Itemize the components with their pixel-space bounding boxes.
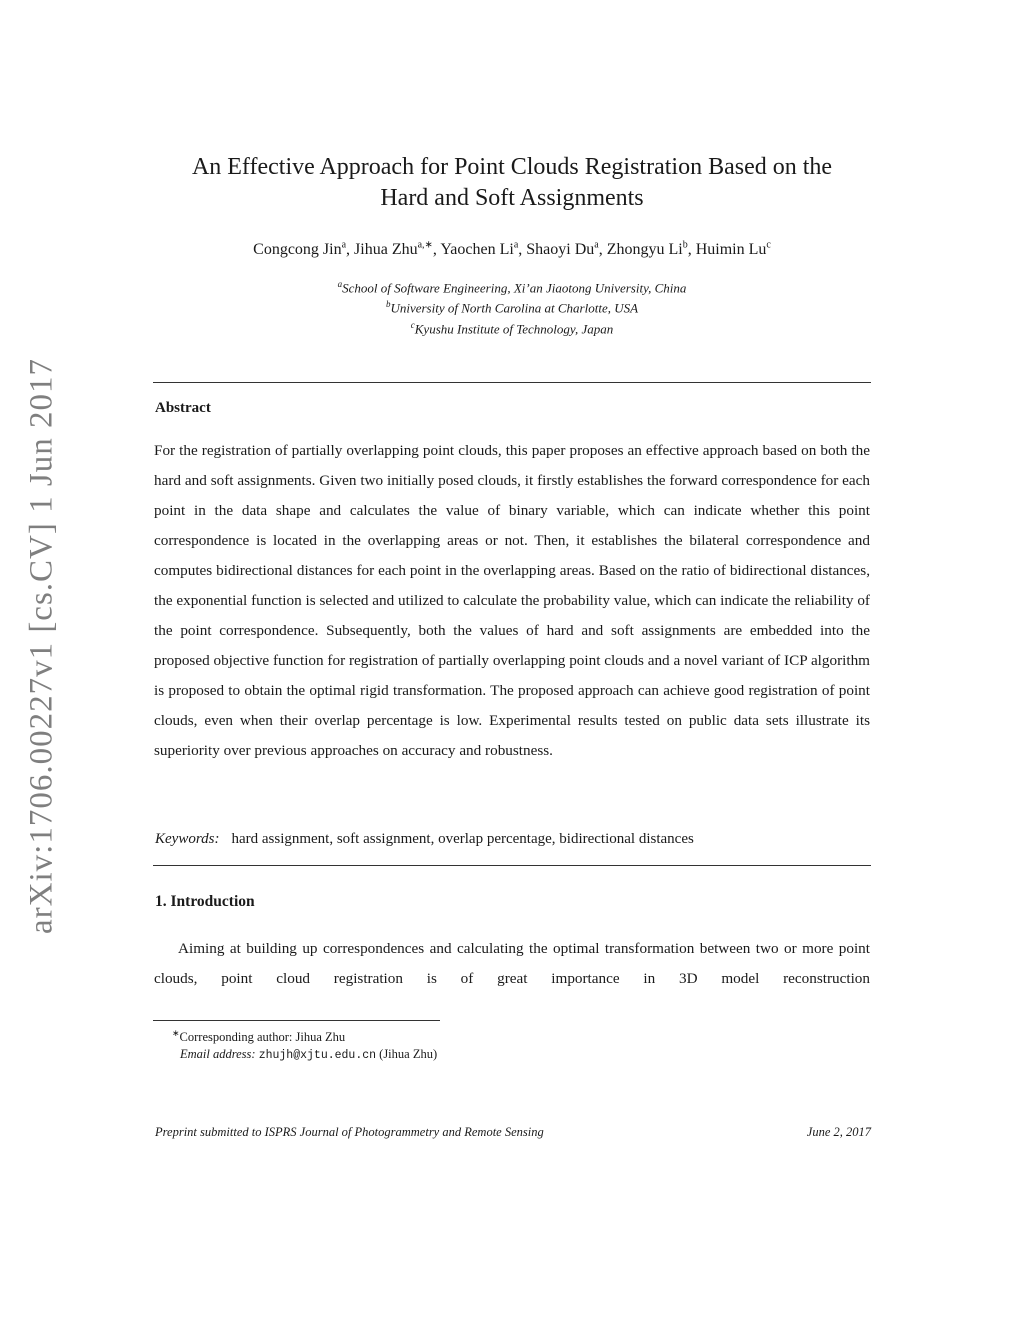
abstract-bottom-divider xyxy=(153,865,871,866)
affiliation: $^b$University of North Carolina at Charlotte, USA xyxy=(385,299,639,316)
author: Jihua Zhu$^{a,∗}$, xyxy=(354,240,441,259)
title-line-1: An Effective Approach for Point Clouds Registration Based on the xyxy=(191,154,833,180)
footer-preprint-note: Preprint submitted to ISPRS Journal of Photogrammetry and Remote Sensing xyxy=(155,1125,544,1139)
abstract-body: For the registration of partially overlapping point clouds, this paper proposes an effective approach based on both the hard and soft assignments. Given two initially posed clouds, it firstly establishes the forward correspondence for each point in the data shape and calculates the value of binary variable, which can indicate whether this point correspondence is located in the overlapping areas or not. Then, it establishes the bilateral correspondence and computes bidirectional distances for each point in the overlapping areas. Based on the ratio of bidirectional distances, the exponential function is selected and utilized to calculate the probability value, which can indicate the reliability of the point correspondence. Subsequently, both the values of hard and soft assignments are embedded into the proposed objective function for registration of partially overlapping point clouds and a novel variant of ICP algorithm is proposed to obtain the optimal rigid transformation. The proposed approach can achieve good registration of point clouds, even when their overlap percentage is low. Experimental results tested on public data sets illustrate its superiority over previous approaches on accuracy and robustness. xyxy=(154,442,870,759)
keywords-label: Keywords: xyxy=(155,831,220,847)
footnote-divider xyxy=(153,1020,440,1021)
arxiv-identifier-stamp: arXiv:1706.00227v1 [cs.CV] 1 Jun 2017 xyxy=(23,358,60,934)
affiliation: $^a$School of Software Engineering, Xi’an Jiaotong University, China xyxy=(337,279,687,296)
abstract-heading: Abstract xyxy=(155,400,211,416)
introduction-body: Aiming at building up correspondences and calculating the optimal transformation between two or more point clouds, point cloud registration is of great importance in 3D model reconstruction xyxy=(154,940,870,987)
author: Zhongyu Li$^b$, xyxy=(606,240,696,259)
section-heading-introduction: 1. Introduction xyxy=(155,893,255,910)
affiliation: $^c$Kyushu Institute of Technology, Japan xyxy=(410,319,614,336)
affiliation-list xyxy=(0,276,1024,337)
paper-title xyxy=(0,152,1024,214)
keywords xyxy=(155,831,871,848)
abstract-top-divider xyxy=(153,382,871,383)
footnote-corresponding-author: ∗Corresponding author: Jihua Zhu xyxy=(172,1028,346,1045)
footnote-email: Email address: zhujh@xjtu.edu.cn (Jihua Zhu) xyxy=(180,1047,438,1063)
author: Yaochen Li$^a$, xyxy=(440,240,527,259)
footer-date: June 2, 2017 xyxy=(806,1125,871,1139)
email-link[interactable]: zhujh@xjtu.edu.cn xyxy=(258,1049,377,1063)
footnote xyxy=(172,1025,437,1064)
author: Shaoyi Du$^a$, xyxy=(526,240,607,259)
keywords-text: hard assignment, soft assignment, overlap percentage, bidirectional distances xyxy=(231,831,694,847)
title-line-2: Hard and Soft Assignments xyxy=(380,185,644,211)
author: Congcong Jin$^a$, xyxy=(253,240,355,259)
author: Huimin Lu$^c$ xyxy=(695,240,771,259)
author-list xyxy=(0,240,1024,259)
